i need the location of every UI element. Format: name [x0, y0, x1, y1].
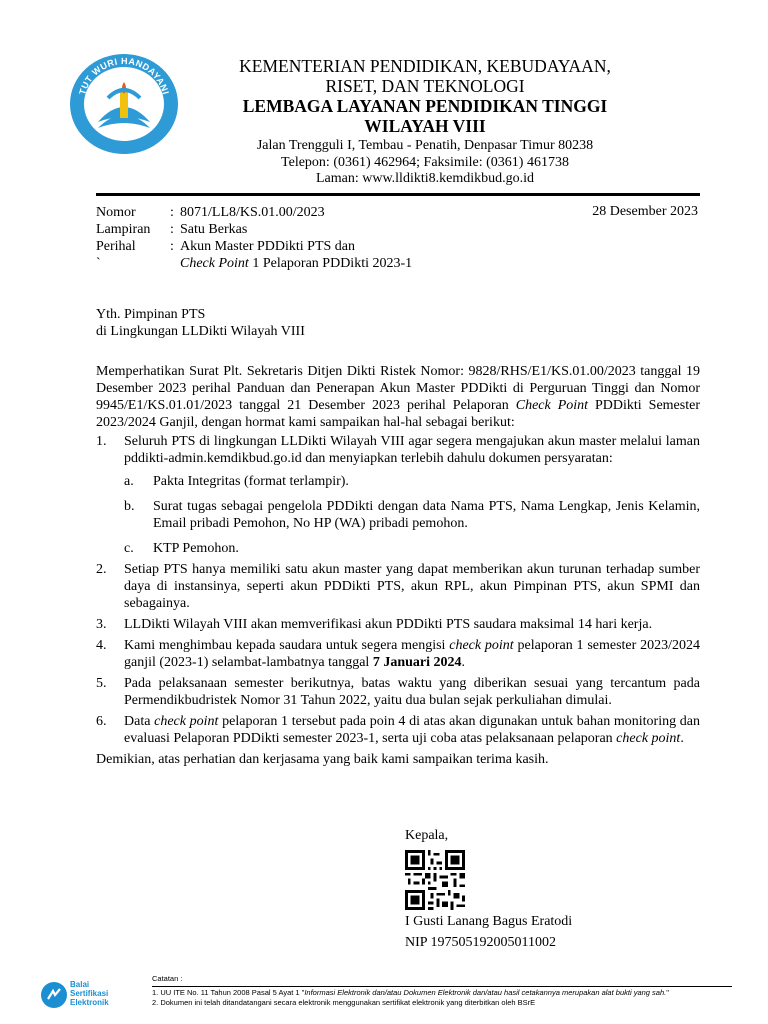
- footer-note-1: 1. UU ITE No. 11 Tahun 2008 Pasal 5 Ayat 1 "Informasi Elektronik dan/atau Dokumen Elektronik dan/atau hasil cetakannya merupakan alat bukti yang sah.": [152, 986, 732, 998]
- lampiran-value: Satu Berkas: [180, 222, 248, 237]
- recipient-line1: Yth. Pimpinan PTS: [96, 307, 206, 322]
- perihal-mark: `: [96, 256, 101, 271]
- bsre-line1: Balai: [70, 980, 90, 989]
- footer-notes: [152, 974, 732, 1008]
- list-item: c. KTP Pemohon.: [124, 541, 239, 556]
- ministry-line1: KEMENTERIAN PENDIDIKAN, KEBUDAYAAN,: [239, 56, 611, 76]
- signatory-nip: NIP 197505192005011002: [405, 935, 557, 950]
- list-item: b. Surat tugas sebagai pengelola PDDikti dengan data Nama PTS, Nama Lengkap, Jenis Kelamin, Email pribadi Pemohon, No HP (WA) pribadi pemohon.: [124, 499, 700, 531]
- requirements-list: [124, 473, 700, 557]
- institution-line2: WILAYAH VIII: [364, 116, 486, 136]
- recipient: [96, 306, 700, 340]
- address: Jalan Trengguli I, Tembau - Penatih, Denpasar Timur 80238: [256, 138, 594, 153]
- list-item: 5. Pada pelaksanaan semester berikutnya, batas waktu yang diberikan sesuai yang tercantum pada Permendikbudristek Nomor 31 Tahun 2022, yaitu dua bulan sejak perkuliahan dimulai.: [96, 676, 700, 708]
- bsre-shield-icon: [40, 981, 68, 1009]
- letter-body: [96, 363, 700, 768]
- nomor-label: Nomor: [96, 205, 136, 220]
- bsre-logo: [40, 978, 140, 1012]
- svg-text:TUT WURI HANDAYANI: TUT WURI HANDAYANI: [77, 55, 171, 96]
- list-item: 4. Kami menghimbau kepada saudara untuk segera mengisi check point pelaporan 1 semester 2023/2024 ganjil (2023-1) selambat-lambatnya tanggal 7 Januari 2024.: [96, 638, 701, 670]
- list-item: 6. Data check point pelaporan 1 tersebut pada poin 4 di atas akan digunakan untuk bahan monitoring dan evaluasi Pelaporan PDDikti semester 2023-1, serta uji coba atas pelaksanaan pelaporan check point.: [96, 714, 701, 746]
- catatan-label: Catatan :: [152, 974, 183, 983]
- footer-note-2: 2. Dokumen ini telah ditandatangani secara elektronik menggunakan sertifikat elektronik yang diterbitkan oleh BSrE: [152, 998, 536, 1007]
- points-list: [96, 433, 700, 747]
- letterhead-rule: [96, 193, 700, 196]
- closing-paragraph: Demikian, atas perhatian dan kerjasama yang baik kami sampaikan terima kasih.: [96, 752, 549, 767]
- list-item: a. Pakta Integritas (format terlampir).: [124, 474, 349, 489]
- perihal-value-line1: Akun Master PDDikti PTS dan: [180, 239, 355, 254]
- nomor-value: 8071/LL8/KS.01.00/2023: [180, 205, 325, 220]
- list-item: 2. Setiap PTS hanya memiliki satu akun master yang dapat memberikan akun turunan terhadap sumber daya di instansinya, seperti akun PDDikti PTS, akun RPL, akun Pimpinan PTS, akun SPMI dan sebagainya.: [96, 562, 700, 611]
- list-item: 1. Seluruh PTS di lingkungan LLDikti Wilayah VIII agar segera mengajukan akun master melalui laman pddikti-admin.kemdikbud.go.id dan menyiapkan terlebih dahulu dokumen persyaratan: a. Pakta Integritas (format terlampir). b. Surat tugas sebagai pengelola PDDikti dengan data Nama PTS, Nama Lengkap, Jenis Kelamin, Email pribadi Pemohon, No HP (WA) pribadi pemohon. c. KTP Pemohon.: [96, 434, 700, 556]
- website: Laman: www.lldikti8.kemdikbud.go.id: [315, 171, 534, 186]
- intro-paragraph: Memperhatikan Surat Plt. Sekretaris Ditjen Dikti Ristek Nomor: 9828/RHS/E1/KS.01.00/2023 tanggal 19 Desember 2023 perihal Panduan dan Penerapan Akun Master PDDikti di Perguruan Tinggi dan Nomor 9945/E1/KS.01.01/2023 tanggal 21 Desember 2023 perihal Pelaporan Check Point PDDikti Semester 2023/2024 Ganjil, dengan hormat kami sampaikan hal-hal sebagai berikut:: [96, 364, 700, 430]
- qr-code-icon: [405, 850, 465, 910]
- signatory-name: I Gusti Lanang Bagus Eratodi: [405, 914, 573, 929]
- institution-line1: LEMBAGA LAYANAN PENDIDIKAN TINGGI: [242, 96, 608, 116]
- bsre-line3: Elektronik: [70, 998, 109, 1007]
- ministry-line2: RISET, DAN TEKNOLOGI: [325, 76, 525, 96]
- list-item: 3. LLDikti Wilayah VIII akan memverifikasi akun PDDikti PTS saudara maksimal 14 hari kerja.: [96, 617, 653, 632]
- lampiran-label: Lampiran: [96, 222, 151, 237]
- recipient-line2: di Lingkungan LLDikti Wilayah VIII: [96, 324, 305, 339]
- tut-wuri-handayani-logo: [68, 52, 180, 156]
- phone: Telepon: (0361) 462964; Faksimile: (0361) 461738: [281, 154, 569, 170]
- bsre-line2: Sertifikasi: [70, 989, 109, 998]
- letterhead: [180, 56, 670, 188]
- perihal-label: Perihal: [96, 239, 136, 254]
- perihal-value-line2: Check Point 1 Pelaporan PDDikti 2023-1: [180, 256, 413, 271]
- letter-meta: Nomor : 8071/LL8/KS.01.00/2023 Lampiran : Satu Berkas Perihal : Akun Master PDDikti PTS dan ` Check Point 1 Pelaporan PDDikti 2023-1: [96, 205, 413, 271]
- letter-date: 28 Desember 2023: [592, 204, 698, 219]
- signature-title: Kepala,: [405, 828, 449, 843]
